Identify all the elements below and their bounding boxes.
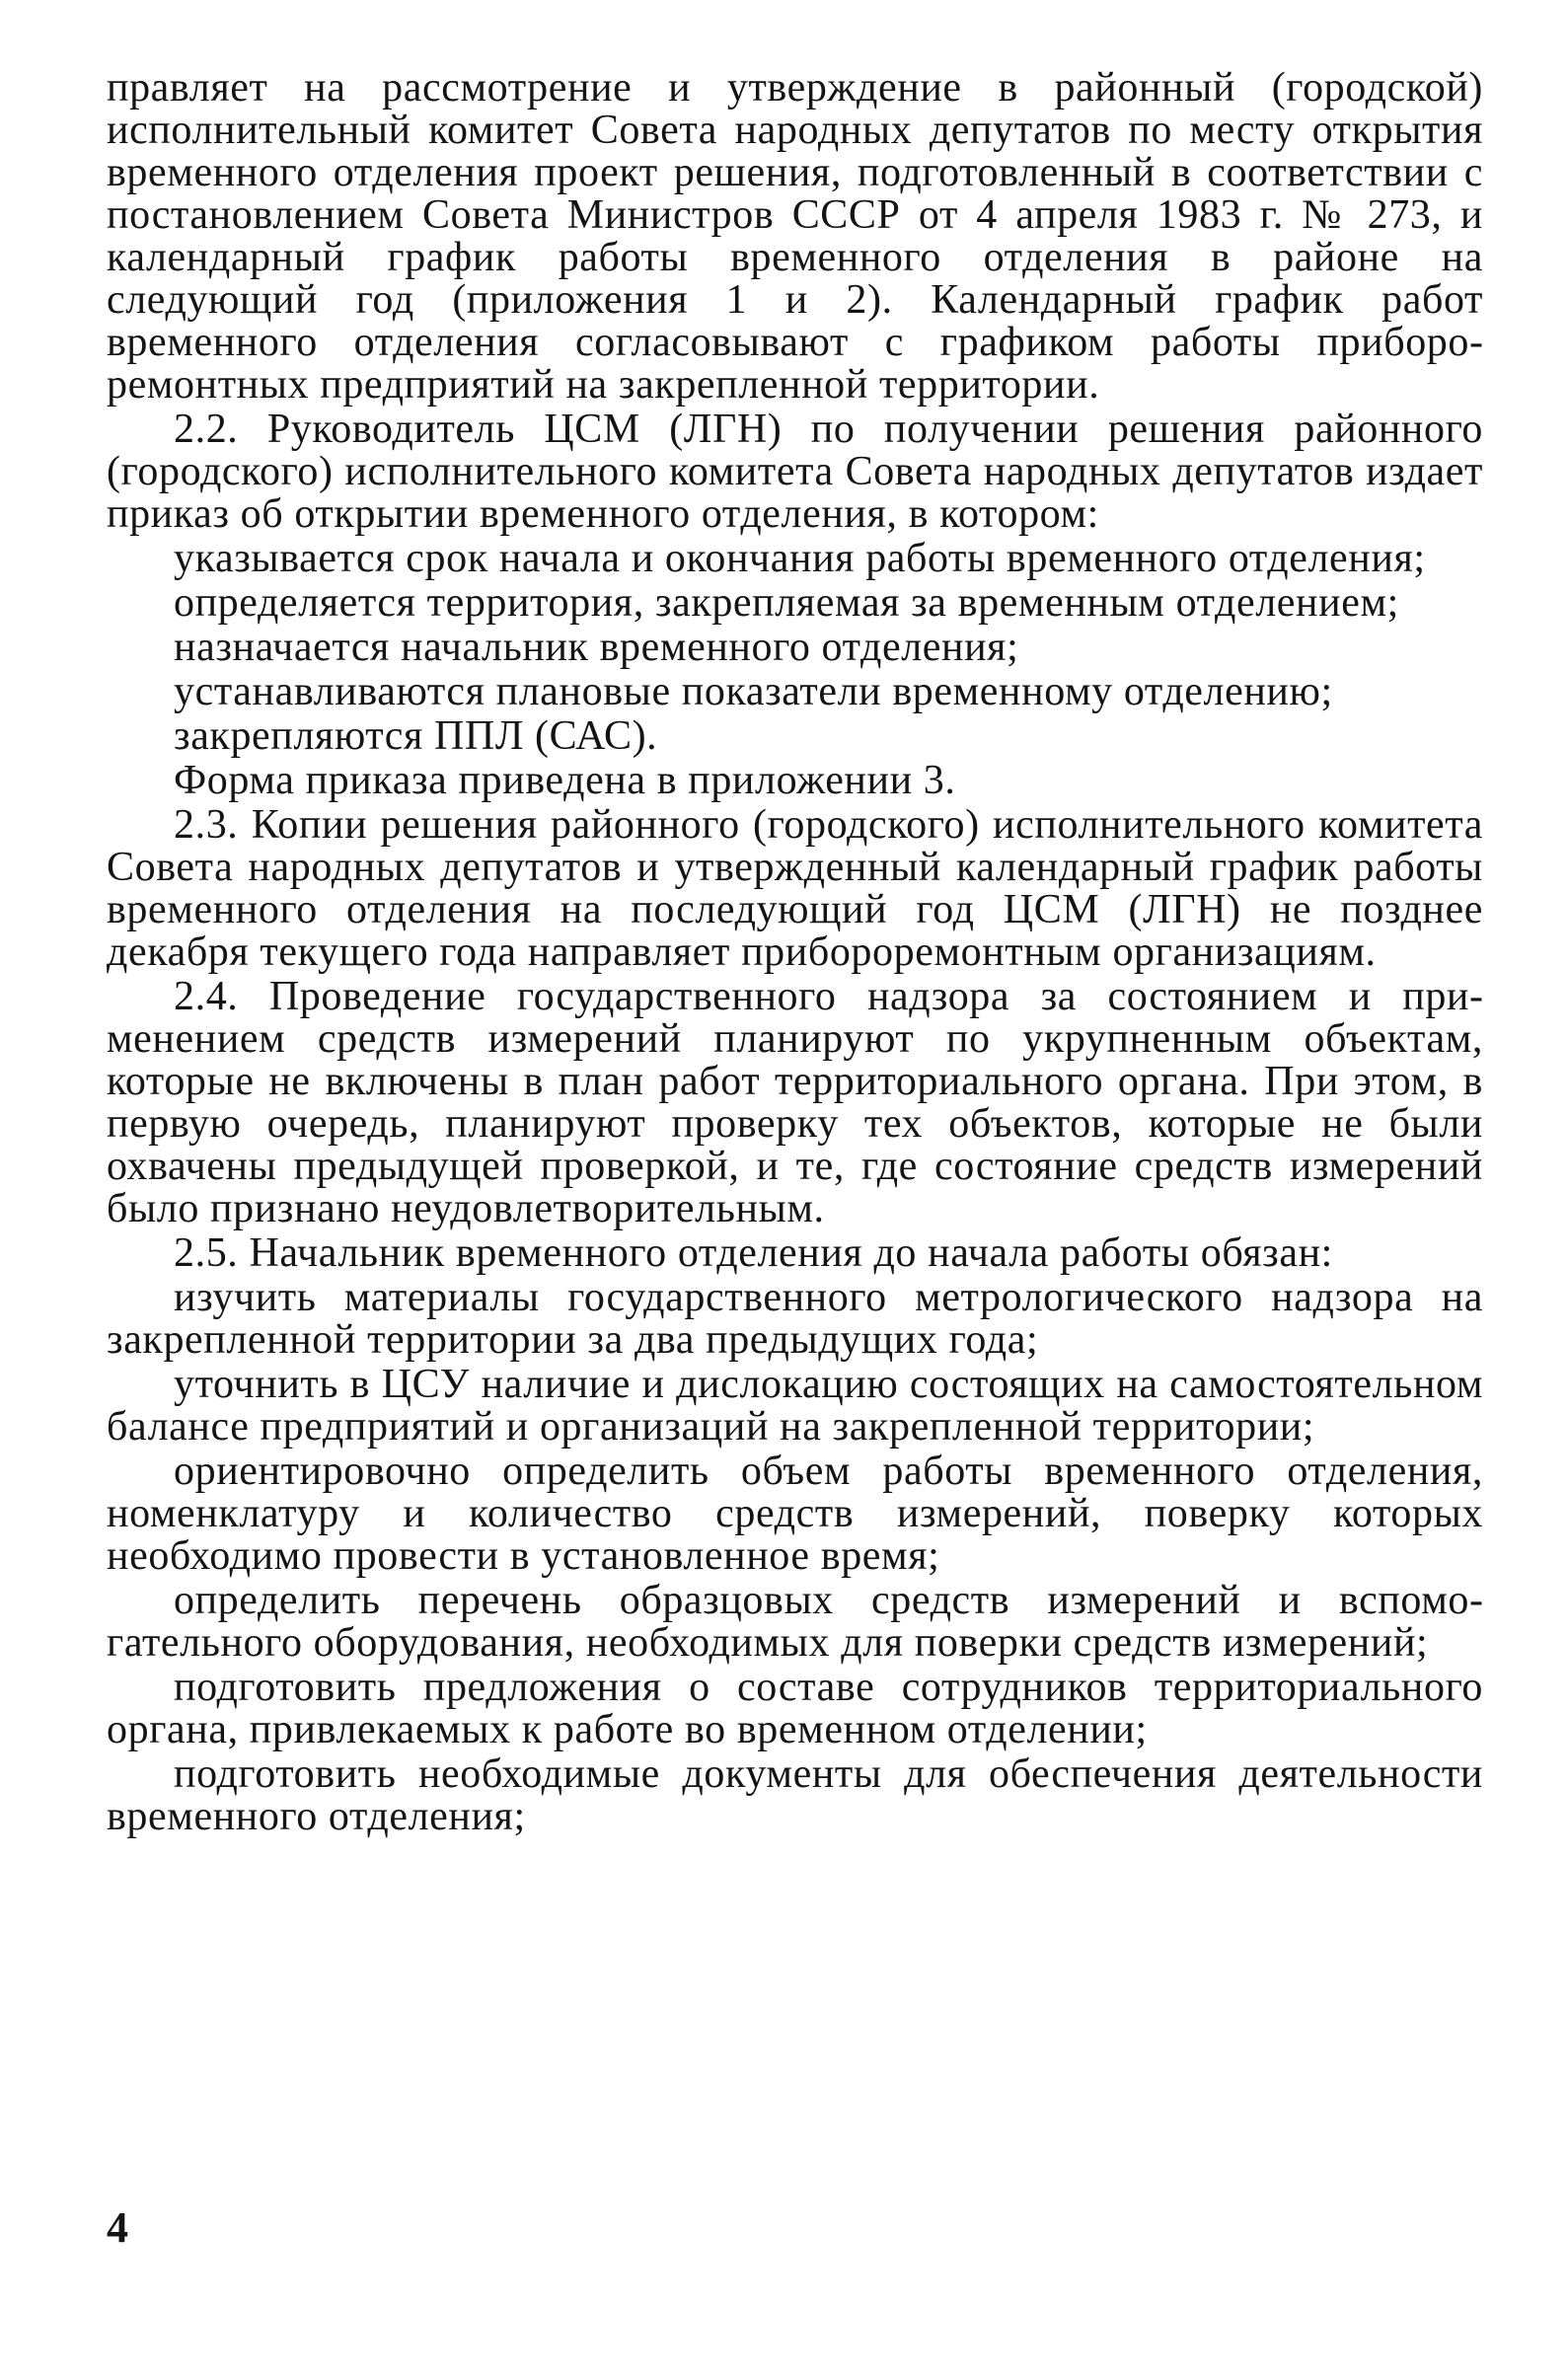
paragraph-continuation: правляет на рассмотрение и утверждение в районный (городской) исполнительный комитет Совета народных депутатов по месту открытия временного отделения проект решения, подготовленный в соответствии с постановлением Совета Министров СССР от 4 апреля 1983 г. № 273, и календарный график работы временного отделения в районе на следующий год (приложения 1 и 2). Календарный график работ временного отделения согласовывают с графиком работы прибороремонтных предприятий на закрепленной территории. [107,65,1483,408]
list-item-staff: подготовить предложения о составе сотрудников территориального органа, привлекаемых к работе во временном отделении; [107,1665,1483,1752]
paragraph-2-3: 2.3. Копии решения районного (городского) исполнительного комитета Совета народных депутатов и утвержденный календарный график работы временного отделения на последующий год ЦСМ (ЛГН) не позднее декабря текущего года направляет прибороремонтным организациям. [107,802,1483,975]
list-item-study: изучить материалы государственного метрологического надзора на закрепленной территории за два предыдущих года; [107,1275,1483,1363]
paragraph-order-form: Форма приказа приведена в приложении 3. [174,758,956,803]
list-item-ppl: закрепляются ППЛ (САС). [174,713,658,759]
list-item-head: назначается начальник временного отделения; [174,625,1019,670]
list-item-term: указывается срок начала и окончания работы временного отделения; [174,536,1426,581]
list-item-territory: определяется территория, закрепляемая за временным отделением; [174,580,1399,626]
paragraph-2-5: 2.5. Начальник временного отделения до начала работы обязан: [174,1230,1333,1276]
list-item-estimate: ориентировочно определить объем работы временного отделения, номенклатуру и количество средств измерений, поверку которых необходимо провести в установленное время; [107,1449,1483,1579]
list-item-equipment: определить перечень образцовых средств измерений и вспомогательного оборудования, необходимых для поверки средств измерений; [107,1578,1483,1666]
document-body [107,67,1483,1838]
list-item-targets: устанавливаются плановые показатели временному отделению; [174,669,1333,714]
document-page [107,67,1483,1840]
paragraph-2-4: 2.4. Проведение государственного надзора за состоянием и применением средств измерений планируют по укрупненным объектам, которые не включены в план работ территориального органа. При этом, в первую очередь, планируют проверку тех объектов, которые не были охвачены предыдущей проверкой, и те, где состояние средств измерений было признано неудовлетворительным. [107,974,1483,1231]
list-item-documents: подготовить необходимые документы для обеспечения деятельности временного отделения; [107,1751,1483,1839]
page-number: 4 [107,2203,128,2252]
list-item-clarify: уточнить в ЦСУ наличие и дислокацию состоящих на самостоятельном балансе предприятий и организаций на закрепленной территории; [107,1362,1483,1450]
paragraph-2-2: 2.2. Руководитель ЦСМ (ЛГН) по получении решения районного (городского) исполнительного комитета Совета народных депутатов издает приказ об открытии временного отделения, в котором: [107,407,1483,537]
